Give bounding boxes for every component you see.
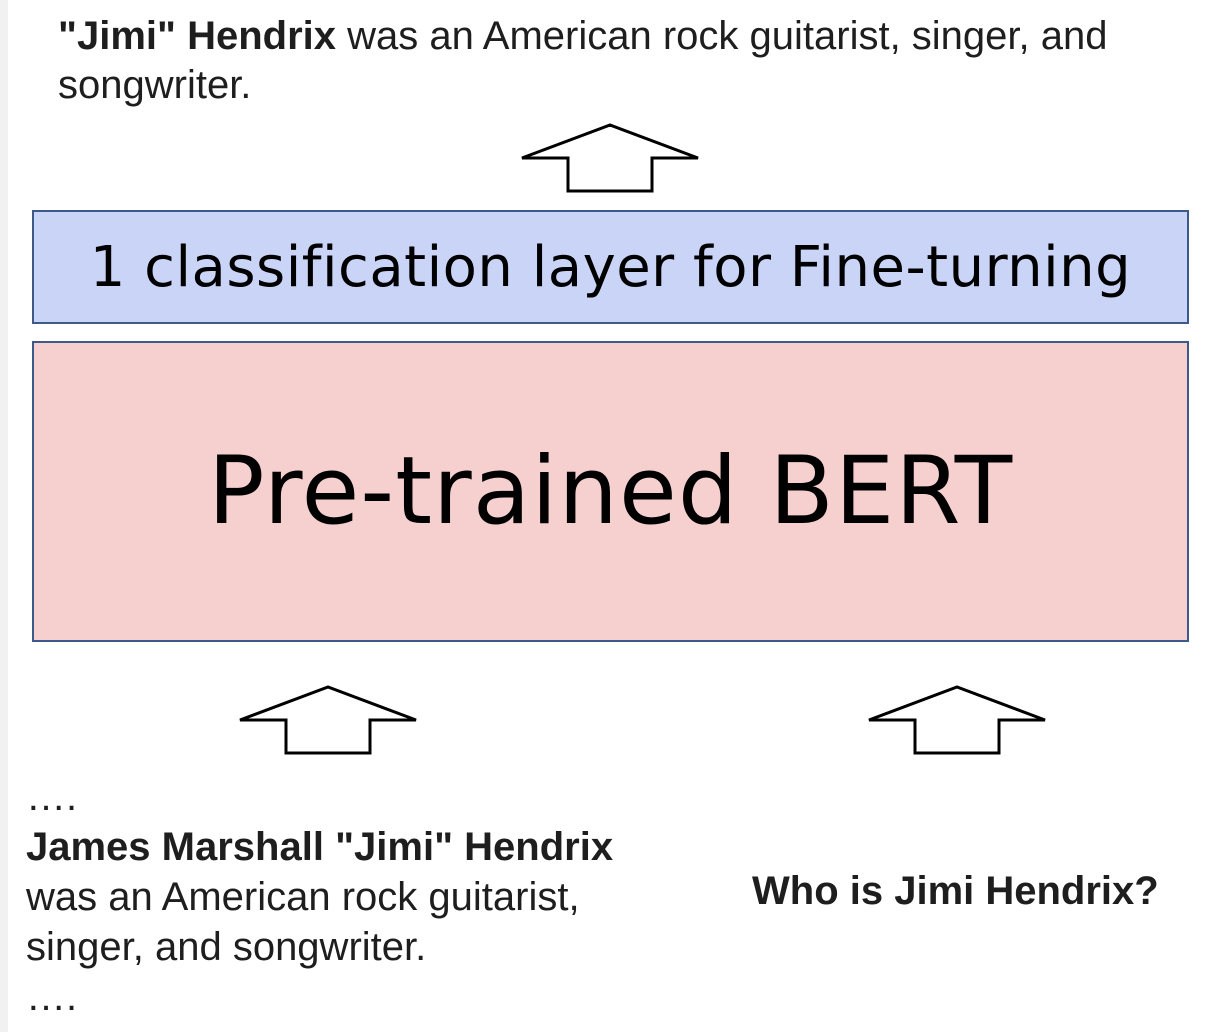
context-line-3: singer, and songwriter.	[26, 925, 427, 969]
context-title-bold: James Marshall "Jimi" Hendrix	[26, 825, 614, 869]
answer-sentence-rest: was an American rock guitarist, singer, and songwriter.	[58, 14, 1108, 107]
classification-layer-box	[32, 210, 1189, 324]
up-arrow-context-icon	[236, 684, 420, 756]
answer-output-text	[58, 12, 1178, 110]
context-line-2: was an American rock guitarist,	[26, 875, 580, 919]
page-left-edge	[0, 0, 8, 1032]
context-passage	[26, 772, 666, 1022]
context-ellipsis-top: ….	[26, 775, 78, 819]
up-arrow-output-icon	[518, 122, 702, 194]
pretrained-bert-box	[32, 341, 1189, 642]
question-text: Who is Jimi Hendrix?	[752, 869, 1159, 913]
answer-entity-bold: "Jimi" Hendrix	[58, 14, 337, 58]
pretrained-bert-label: Pre-trained BERT	[207, 437, 1014, 546]
context-ellipsis-bottom: ….	[26, 975, 78, 1019]
classification-layer-label: 1 classification layer for Fine-turning	[89, 234, 1132, 300]
up-arrow-question-icon	[865, 684, 1049, 756]
